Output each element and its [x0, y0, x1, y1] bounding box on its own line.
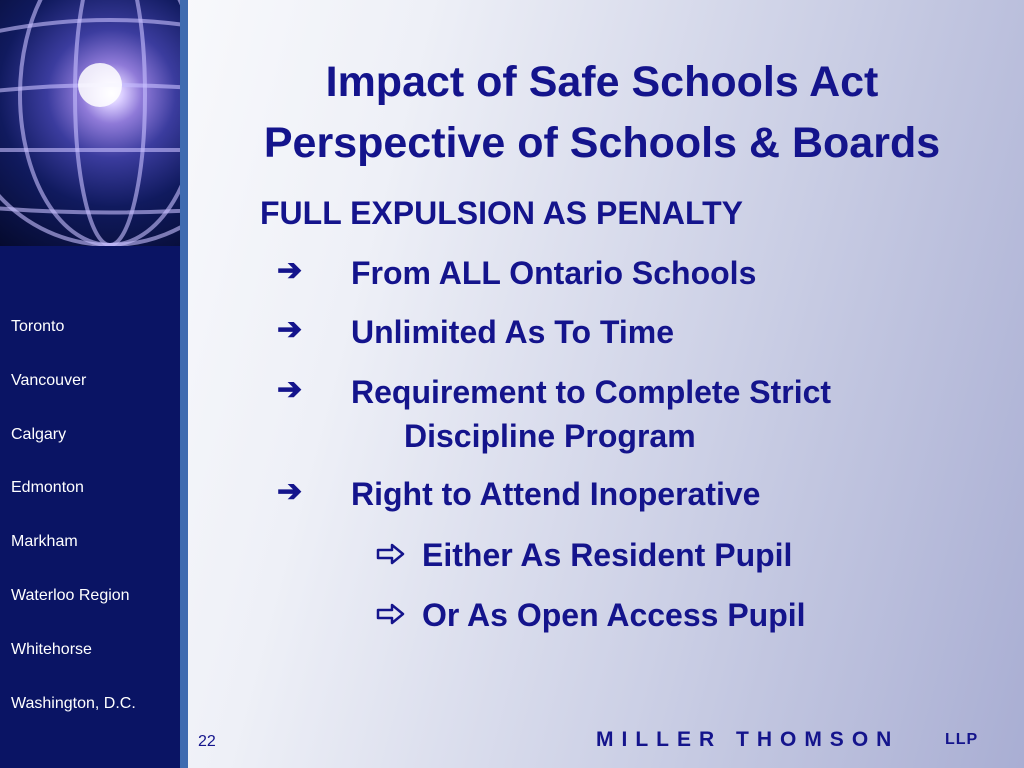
right-arrow-icon: ➔ [277, 313, 303, 346]
section-heading: FULL EXPULSION AS PENALTY [260, 195, 743, 231]
slide-title-line-1: Impact of Safe Schools Act [325, 58, 879, 106]
hollow-right-arrow-icon [376, 602, 406, 626]
sub-bullet-item: Either As Resident Pupil [422, 537, 793, 573]
city-edmonton: Edmonton [11, 479, 84, 496]
slide-title-line-2: Perspective of Schools & Boards [263, 119, 941, 167]
bullet-item-continuation: Discipline Program [404, 418, 696, 454]
globe-image [0, 0, 180, 246]
city-whitehorse: Whitehorse [11, 641, 92, 658]
bullet-item: From ALL Ontario Schools [351, 255, 757, 291]
city-washington-dc: Washington, D.C. [11, 695, 136, 712]
firm-suffix: LLP [945, 731, 979, 748]
right-arrow-icon: ➔ [277, 373, 303, 406]
right-arrow-icon: ➔ [277, 475, 303, 508]
sub-bullet-item: Or As Open Access Pupil [422, 597, 806, 633]
sidebar-stripe [180, 0, 188, 768]
city-calgary: Calgary [11, 426, 67, 443]
firm-name: MILLER THOMSON [596, 728, 900, 751]
city-vancouver: Vancouver [11, 372, 87, 389]
city-waterloo-region: Waterloo Region [11, 587, 130, 604]
bullet-item: Requirement to Complete Strict [351, 374, 832, 410]
hollow-right-arrow-icon [376, 542, 406, 566]
bullet-item: Unlimited As To Time [351, 314, 674, 350]
bullet-item: Right to Attend Inoperative [351, 476, 761, 512]
page-number: 22 [198, 733, 216, 750]
city-markham: Markham [11, 533, 78, 550]
city-toronto: Toronto [11, 318, 65, 335]
right-arrow-icon: ➔ [277, 254, 303, 287]
